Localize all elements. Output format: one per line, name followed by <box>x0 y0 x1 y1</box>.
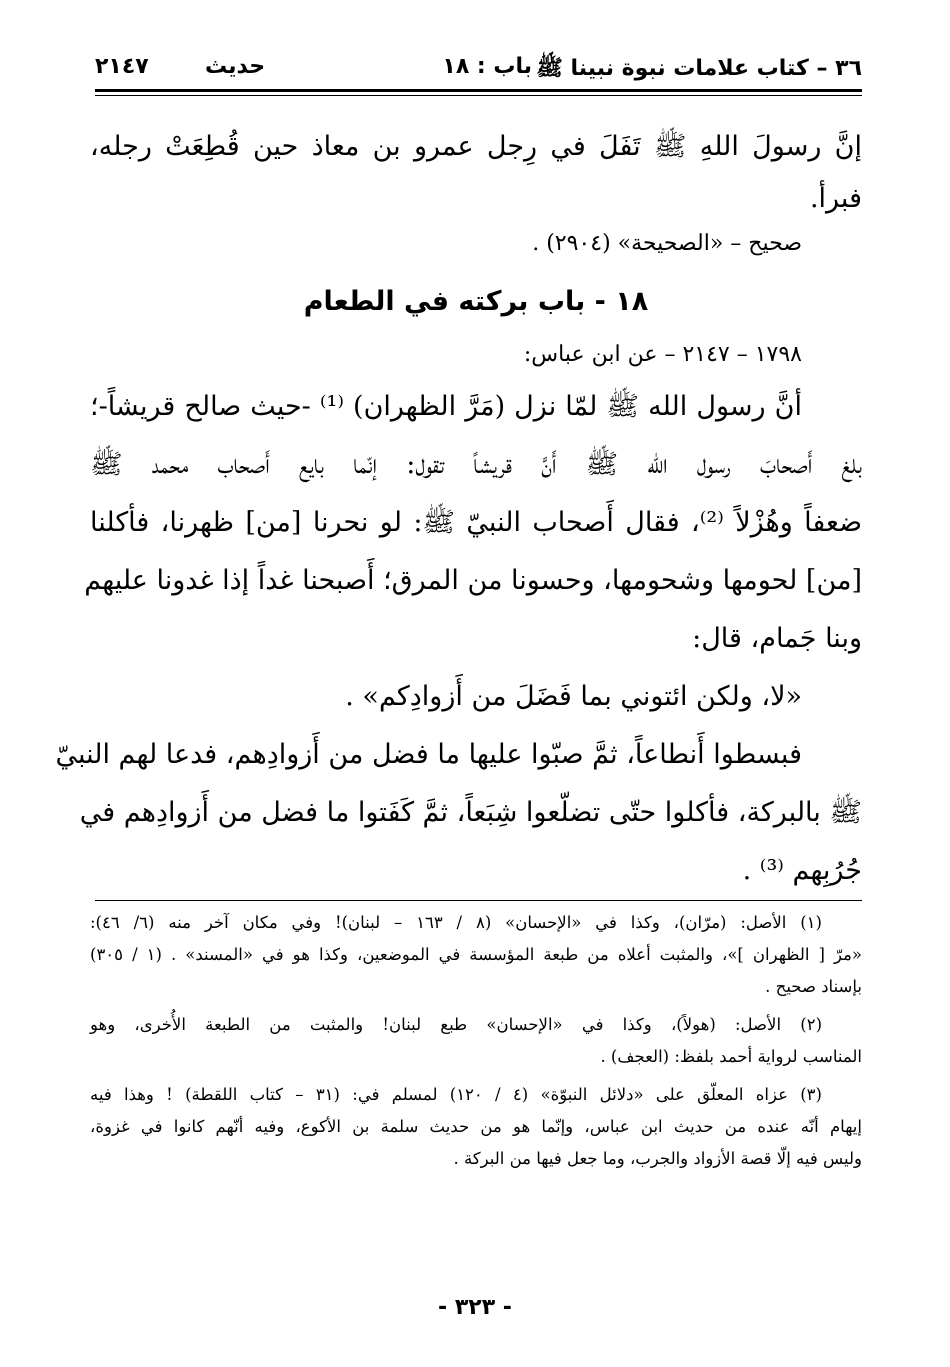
footnote-line: بإسناد صحيح . <box>765 977 862 996</box>
footnote-line: (١) الأصل: (مرّان)، وكذا في «الإحسان» (٨ / ١٦٣ – لبنان)! وفي مكان آخر منه (٦/ ٤٦): <box>90 913 822 932</box>
footnote-separator <box>95 900 862 901</box>
footnotes <box>90 907 862 1181</box>
main-text <box>55 118 862 900</box>
text-line: [من] لحومها وشحومها، وحسونا من المرق؛ أَصبحنا غداً إذا غدونا عليهم <box>84 565 862 596</box>
running-header <box>95 48 862 88</box>
footnote-line: (٣) عزاه المعلّق على «دلائل النبوّة» (٤ / ١٢٠) لمسلم في: (٣١ – كتاب اللقطة) ! وهذا فيه <box>90 1085 822 1104</box>
footnote-3 <box>90 1079 862 1175</box>
header-chapter-number: باب : ١٨ <box>442 54 532 79</box>
footnote-2 <box>90 1009 862 1073</box>
footnote-line: المناسب لرواية أحمد بلفظ: (العجف) . <box>600 1047 862 1066</box>
header-hadith-label: حديث <box>205 54 266 79</box>
page-number: - ٣٢٣ - <box>438 1295 512 1320</box>
text-line: وبنا جَمام، قال: <box>692 623 862 654</box>
header-rule-thin <box>95 95 862 96</box>
footnote-1 <box>90 907 862 1003</box>
text-line: إنَّ رسولَ اللهِ ﷺ تَفَلَ في رِجل عمرو بن معاذ حين قُطِعَتْ رجله، <box>90 131 862 162</box>
text-line: جُرُبِهم ⁽³⁾ . <box>742 855 862 886</box>
footnote-line: (٢) الأصل: (هولاً)، وكذا في «الإحسان» طبع لبنان! والمثبت من الطبعة الأُخرى، وهو <box>90 1015 822 1034</box>
header-rule-thick <box>95 89 862 92</box>
text-line: ﷺ بالبركة، فأكلوا حتّى تضلّعوا شِبَعاً، ثمَّ كَفَتوا ما فضل من أَزوادِهم في <box>79 797 862 828</box>
prophet-quote: «لا، ولكن ائتوني بما فَضَلَ من أَزوادِكم» . <box>345 681 802 712</box>
header-book-title: ٣٦ – كتاب علامات نبوة نبينا ﷺ <box>536 56 862 81</box>
text-line: ضعفاً وهُزْلاً ⁽²⁾، فقال أَصحاب النبيّ ﷺ: لو نحرنا [من] ظهرنا، فأكلنا <box>90 507 862 538</box>
text-line: بلغ أَصحابَ رسول الله ﷺ أَنَّ قريشاً تقول: إنّما بايع أَصحاب محمد ﷺ <box>90 449 862 480</box>
hadith-number-line: ١٧٩٨ – ٢١٤٧ – عن ابن عباس: <box>523 342 802 367</box>
footnote-line: وليس فيه إلّا قصة الأزواد والجرب، وما جعل فيها من البركة . <box>453 1149 862 1168</box>
footnote-line: «مرّ [ الظهران ]»، والمثبت أعلاه من طبعة المؤسسة في الموضعين، وكذا هو في «المسند» . (١ / ٣٠٥) <box>90 945 862 964</box>
text-line: فبسطوا أَنطاعاً، ثمَّ صبّوا عليها ما فضل من أَزوادِهم، فدعا لهم النبيّ <box>55 739 802 770</box>
hadith-grade: صحيح – «الصحيحة» (٢٩٠٤) . <box>532 231 802 256</box>
text-line: فبرأ. <box>809 183 862 214</box>
footnote-line: إيهام أنّه عنده من حديث ابن عباس، وإنّما هو من حديث سلمة بن الأكوع، وفيه أنّهم كانوا في غزوة، <box>90 1117 862 1136</box>
text-line: أنَّ رسول الله ﷺ لمّا نزل (مَرَّ الظهران) ⁽¹⁾ -حيث صالح قريشاً-؛ <box>90 391 802 422</box>
header-hadith-number: ٢١٤٧ <box>95 54 149 79</box>
chapter-title: ١٨ - باب بركته في الطعام <box>303 286 649 317</box>
